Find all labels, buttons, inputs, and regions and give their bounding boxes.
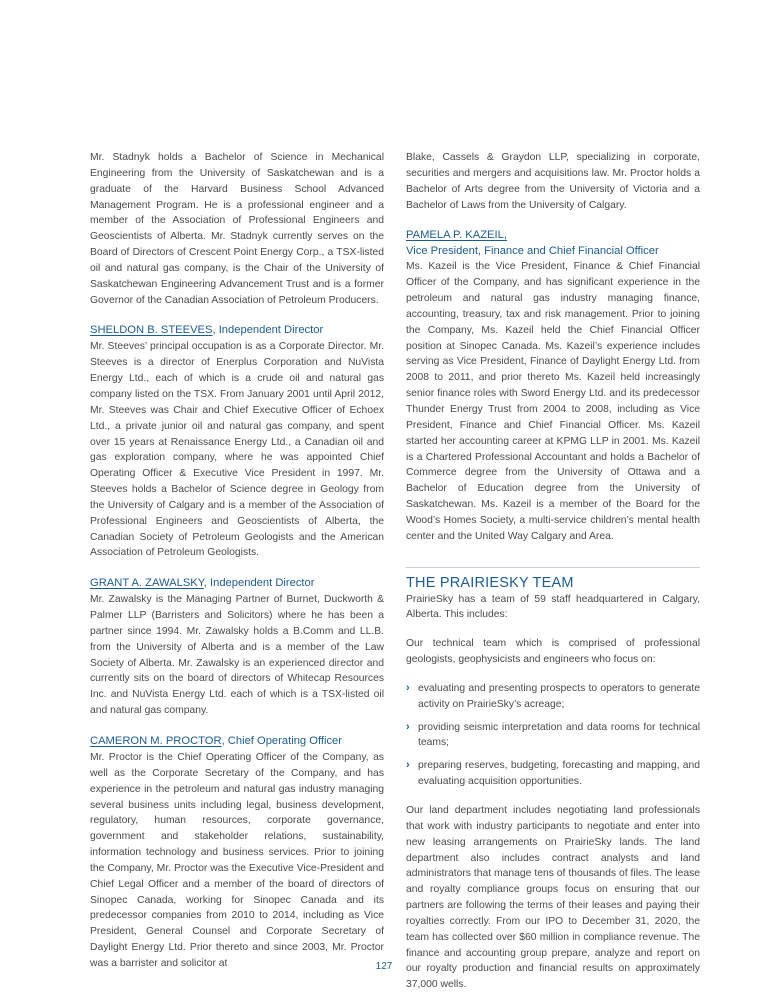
list-item: › preparing reserves, budgeting, forecasting and mapping, and evaluating acquisition opportunities. (406, 759, 700, 788)
kazeil-heading (406, 228, 700, 243)
land-department-paragraph: Our land department includes negotiating land professionals that work with industry participants to negotiate and enter into new leasing arrangements on PrairieSky lands. The land department also includes contract analysts and land administrators that manage tens of thousands of files. The lease and royalty compliance groups focus on ensuring that our partners are following the terms of their leases and paying their royalties correctly. From our IPO to December 31, 2020, the team has collected over $60 million in compliance revenue. The finance and accounting group prepare, analyze and report on our royalty production and financial results on approximately 37,000 wells. (406, 805, 700, 991)
list-item: › evaluating and presenting prospects to operators to generate activity on PrairieSky’s acreage; (406, 681, 700, 710)
team-intro: PrairieSky has a team of 59 staff headquartered in Calgary, Alberta. This includes: (406, 593, 700, 621)
steeves-section (90, 323, 384, 561)
zawalsky-name: GRANT A. ZAWALSKY (90, 577, 204, 590)
chevron-right-icon: › (406, 759, 410, 772)
zawalsky-bio: Mr. Zawalsky is the Managing Partner of Burnet, Duckworth & Palmer LLP (Barristers and Solicitors) where he has been a partner since 1994. Mr. Zawalsky holds a B.Comm and LL.B. from the University of Alberta and is a member of the Law Society of Alberta. Mr. Zawalsky is an experienced director and currently sits on the board of directors of Whitecap Resources Inc. and NuVista Energy Ltd. each of which is a TSX-listed oil and natural gas company. (90, 594, 384, 717)
kazeil-name: PAMELA P. KAZEIL, (406, 229, 507, 242)
list-item: › providing seismic interpretation and data rooms for technical teams; (406, 720, 700, 749)
stadnyk-bio-continued: Mr. Stadnyk holds a Bachelor of Science in Mechanical Engineering from the University of Saskatchewan and is a graduate of the Harvard Business School Advanced Management Program. He is a professional engineer and a member of the Association of Professional Engineers and Geoscientists of Alberta. Mr. Stadnyk currently serves on the Board of Directors of Crescent Point Energy Corp., a TSX-listed oil and natural gas company, is the Chair of the University of Saskatchewan Engineering Advancement Trust and is a former Governor of the Canadian Association of Petroleum Producers. (90, 152, 384, 306)
steeves-bio: Mr. Steeves’ principal occupation is as a Corporate Director. Mr. Steeves is a director of Enerplus Corporation and NuVista Energy Ltd., each of which is a crude oil and natural gas company listed on the TSX. From January 2001 until April 2012, Mr. Steeves was Chair and Chief Executive Officer of Echoex Ltd., a private junior oil and natural gas company, and spent over 15 years at Renaissance Energy Ltd., a Canadian oil and gas exploration company, where he was appointed Chief Operating Officer & Executive Vice President in 1997. Mr. Steeves holds a Bachelor of Science degree in Geology from the University of Calgary and is a member of the Association of Professional Engineers and Geoscientists of Alberta, the Canadian Society of Petroleum Geologists and the American Association of Petroleum Geologists. (90, 341, 384, 559)
zawalsky-role: , Independent Director (203, 577, 315, 590)
page-number: 127 (375, 961, 393, 972)
chevron-right-icon: › (406, 720, 410, 733)
kazeil-role: Vice President, Finance and Chief Financial Officer (406, 245, 659, 258)
kazeil-section (406, 228, 700, 544)
right-column (406, 150, 700, 993)
technical-team-intro: Our technical team which is comprised of professional geologists, geophysicists and engineers who focus on: (406, 638, 700, 666)
proctor-bio: Mr. Proctor is the Chief Operating Officer of the Company, as well as the Corporate Secretary of the Company, and has experience in the petroleum and natural gas industry managing several business units including legal, business development, regulatory, human resources, corporate governance, government and stakeholder relations, sustainability, information technology and business services. Prior to joining the Company, Mr. Proctor was the Executive Vice-President and Chief Legal Officer and a member of the board of directors of Sinopec Canada, working for Sinopec Canada and its predecessor companies from 2010 to 2014, including as Vice President, General Counsel and Corporate Secretary of Daylight Energy Ltd. Prior thereto and since 2003, Mr. Proctor was a barrister and solicitor at (90, 752, 384, 969)
kazeil-bio: Ms. Kazeil is the Vice President, Finance & Chief Financial Officer of the Company, and has significant experience in the petroleum and natural gas industry managing finance, accounting, treasury, tax and risk management. Prior to joining the Company, Ms. Kazeil held the Chief Financial Officer position at Sinopec Canada. Ms. Kazeil’s experience includes serving as Vice President, Finance of Daylight Energy Ltd. from 2008 to 2011, and prior thereto Ms. Kazeil held increasingly senior finance roles with Sword Energy Ltd. and its predecessor Thunder Energy Trust from 2004 to 2008, including as Vice President, Finance and Chief Financial Officer. Ms. Kazeil started her accounting career at KPMG LLP in 2001. Ms. Kazeil is a Chartered Professional Accountant and holds a Bachelor of Commerce degree from the University of Ottawa and a Bachelor of Education degree from the University of Saskatchewan. Ms. Kazeil is a member of the Board for the Wood’s Homes Society, a multi-service children’s mental health center and the United Way Calgary and Area. (406, 261, 700, 542)
steeves-heading (90, 323, 384, 338)
proctor-section (90, 734, 384, 972)
steeves-role: , Independent Director (212, 324, 324, 337)
zawalsky-section (90, 576, 384, 719)
chevron-right-icon: › (406, 681, 410, 694)
team-heading: THE PRAIRIESKY TEAM (406, 567, 700, 592)
steeves-name: SHELDON B. STEEVES (90, 324, 213, 337)
technical-focus-list (406, 681, 700, 790)
proctor-name: CAMERON M. PROCTOR (90, 735, 222, 747)
left-column (90, 150, 384, 972)
proctor-role: , Chief Operating Officer (221, 735, 342, 747)
zawalsky-heading (90, 576, 384, 591)
proctor-heading (90, 734, 384, 749)
proctor-bio-continued: Blake, Cassels & Graydon LLP, specializing in corporate, securities and mergers and acquisitions law. Mr. Proctor holds a Bachelor of Arts degree from the University of Victoria and a Bachelor of Laws from the University of Calgary. (406, 152, 700, 211)
